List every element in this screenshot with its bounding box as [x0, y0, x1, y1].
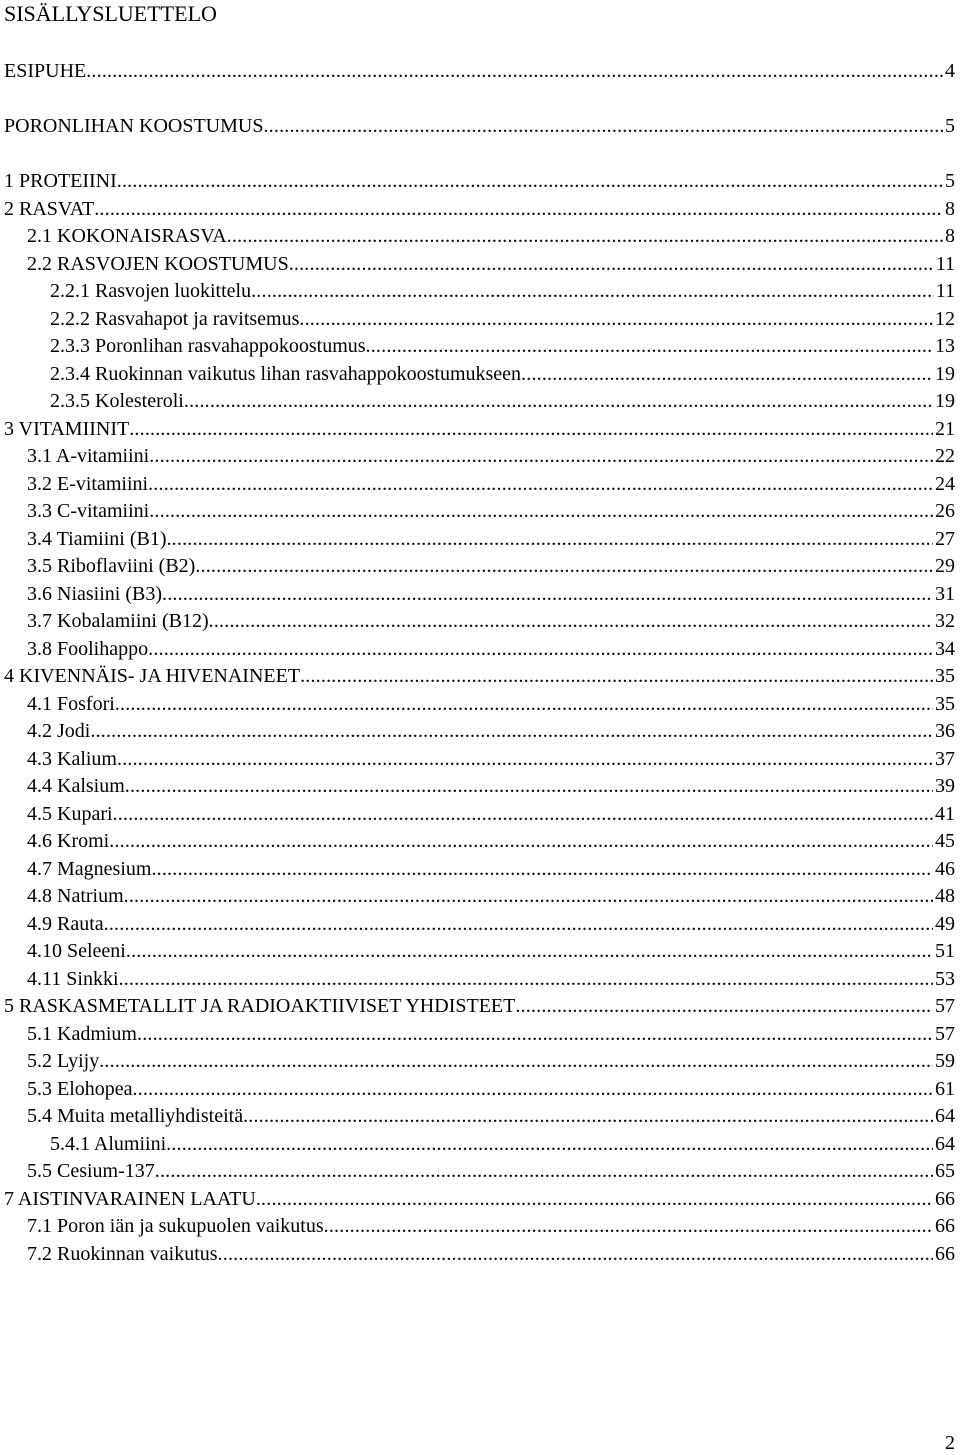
toc-dot-leader	[289, 252, 934, 276]
toc-dot-leader	[109, 829, 933, 853]
toc-entry	[27, 496, 955, 523]
toc-entry-page: 13	[935, 335, 955, 357]
toc-entry-title: 2 RASVAT	[4, 198, 95, 220]
toc-dot-leader	[99, 1049, 933, 1073]
toc-entry	[27, 1019, 955, 1046]
toc-dot-leader	[148, 472, 933, 496]
toc-entry-title: 4.7 Magnesium	[27, 858, 152, 880]
toc-dot-leader	[149, 444, 933, 468]
toc-entry-page: 64	[935, 1105, 955, 1127]
toc-entry-page: 11	[935, 253, 955, 275]
toc-dot-leader	[113, 802, 933, 826]
toc-entry	[27, 579, 955, 606]
toc-entry-title: 4.2 Jodi	[27, 720, 91, 742]
toc-entry-title: 2.2.1 Rasvojen luokittelu	[50, 280, 252, 302]
toc-entry-title: 2.1 KOKONAISRASVA	[27, 225, 227, 247]
toc-entry-page: 8	[945, 225, 955, 247]
toc-entry-page: 41	[935, 803, 955, 825]
toc-entry-page: 57	[935, 995, 955, 1017]
toc-entry	[4, 166, 955, 193]
toc-entry-title: 3.1 A-vitamiini	[27, 445, 150, 467]
toc-entry	[27, 1211, 955, 1238]
toc-dot-leader	[184, 389, 933, 413]
toc-entry	[27, 606, 955, 633]
toc-entry-page: 66	[935, 1215, 955, 1237]
toc-entry-page: 21	[935, 418, 955, 440]
toc-dot-leader	[126, 939, 933, 963]
toc-entry	[27, 1046, 955, 1073]
toc-entry-page: 22	[935, 445, 955, 467]
toc-dot-leader	[133, 1077, 933, 1101]
toc-entry-title: 1 PROTEIINI	[4, 170, 117, 192]
toc-entry-title: 3.5 Riboflaviini (B2)	[27, 555, 196, 577]
toc-entry	[50, 386, 955, 413]
toc-dot-leader	[209, 609, 933, 633]
toc-dot-leader	[86, 59, 943, 83]
toc-dot-leader	[149, 499, 933, 523]
toc-dot-leader	[117, 169, 943, 193]
toc-entry-title: 4.6 Kromi	[27, 830, 110, 852]
toc-entry-page: 46	[935, 858, 955, 880]
toc-entry-page: 36	[935, 720, 955, 742]
toc-entry-page: 57	[935, 1023, 955, 1045]
toc-heading: SISÄLLYSLUETTELO	[4, 1, 217, 26]
toc-dot-leader	[124, 884, 933, 908]
toc-entry-title: 5.5 Cesium-137	[27, 1160, 155, 1182]
toc-entry-page: 61	[935, 1078, 955, 1100]
toc-dot-leader	[243, 1104, 933, 1128]
toc-entry	[27, 634, 955, 661]
toc-entry-page: 35	[935, 693, 955, 715]
toc-entry-title: ESIPUHE	[4, 60, 87, 82]
toc-entry-title: 4.11 Sinkki	[27, 968, 119, 990]
toc-entry-title: 3.8 Foolihappo	[27, 638, 149, 660]
toc-entry-title: 4.4 Kalsium	[27, 775, 125, 797]
toc-entry-title: 4.3 Kalium	[27, 748, 117, 770]
toc-dot-leader	[125, 774, 933, 798]
toc-dot-leader	[218, 1242, 933, 1266]
toc-entry	[27, 689, 955, 716]
toc-dot-leader	[129, 417, 933, 441]
toc-entry-page: 39	[935, 775, 955, 797]
toc-entry-title: PORONLIHAN KOOSTUMUS	[4, 115, 264, 137]
toc-entry-title: 4.9 Rauta	[27, 913, 104, 935]
toc-entry-page: 11	[935, 280, 955, 302]
toc-dot-leader	[521, 362, 933, 386]
toc-dot-leader	[94, 197, 943, 221]
toc-entry	[27, 771, 955, 798]
toc-entry	[4, 661, 955, 688]
toc-entry-page: 19	[935, 390, 955, 412]
toc-entry	[27, 469, 955, 496]
toc-entry	[4, 414, 955, 441]
toc-entry-title: 2.2 RASVOJEN KOOSTUMUS	[27, 253, 289, 275]
toc-entry-title: 5.3 Elohopea	[27, 1078, 133, 1100]
toc-entry-page: 19	[935, 363, 955, 385]
toc-entry	[27, 881, 955, 908]
toc-entry	[27, 936, 955, 963]
toc-entry-page: 64	[935, 1133, 955, 1155]
toc-entry-title: 5.1 Kadmium	[27, 1023, 137, 1045]
toc-dot-leader	[119, 967, 934, 991]
toc-entry	[4, 111, 955, 138]
toc-entry	[27, 551, 955, 578]
toc-entry-page: 35	[935, 665, 955, 687]
toc-entry-page: 37	[935, 748, 955, 770]
toc-entry-title: 3.2 E-vitamiini	[27, 473, 149, 495]
toc-entry-title: 3.4 Tiamiini (B1)	[27, 528, 167, 550]
toc-entry-title: 7.1 Poron iän ja sukupuolen vaikutus	[27, 1215, 324, 1237]
toc-entry-page: 32	[935, 610, 955, 632]
toc-entry-page: 8	[945, 198, 955, 220]
toc-dot-leader	[104, 912, 933, 936]
toc-entry-title: 3.3 C-vitamiini	[27, 500, 150, 522]
toc-entry-title: 4.1 Fosfori	[27, 693, 115, 715]
toc-entry-title: 3.7 Kobalamiini (B12)	[27, 610, 209, 632]
toc-entry-page: 4	[945, 60, 955, 82]
toc-entry	[27, 909, 955, 936]
toc-dot-leader	[90, 719, 933, 743]
toc-entry	[50, 276, 955, 303]
toc-dot-leader	[115, 692, 933, 716]
toc-entry-page: 29	[935, 555, 955, 577]
toc-entry	[4, 194, 955, 221]
toc-entry-title: 2.3.3 Poronlihan rasvahappokoostumus	[50, 335, 366, 357]
toc-entry-page: 34	[935, 638, 955, 660]
toc-entry-page: 65	[935, 1160, 955, 1182]
toc-entry-title: 4 KIVENNÄIS- JA HIVENAINEET	[4, 665, 301, 687]
toc-entry-title: 2.3.5 Kolesteroli	[50, 390, 184, 412]
toc-entry-page: 53	[935, 968, 955, 990]
toc-dot-leader	[117, 747, 933, 771]
toc-entry	[4, 56, 955, 83]
toc-dot-leader	[251, 279, 934, 303]
toc-entry-page: 45	[935, 830, 955, 852]
toc-entry	[27, 524, 955, 551]
toc-entry-title: 5.4 Muita metalliyhdisteitä	[27, 1105, 244, 1127]
toc-dot-leader	[166, 1132, 933, 1156]
toc-entry	[27, 1239, 955, 1266]
toc-entry	[27, 716, 955, 743]
toc-entry-title: 3 VITAMIINIT	[4, 418, 130, 440]
toc-entry-title: 5.2 Lyijy	[27, 1050, 100, 1072]
toc-dot-leader	[162, 582, 933, 606]
toc-entry-page: 48	[935, 885, 955, 907]
toc-entry	[27, 854, 955, 881]
toc-dot-leader	[227, 224, 943, 248]
toc-entry	[27, 1074, 955, 1101]
toc-entry-page: 66	[935, 1243, 955, 1265]
toc-dot-leader	[300, 664, 933, 688]
toc-entry	[27, 1156, 955, 1183]
toc-entry-page: 27	[935, 528, 955, 550]
toc-entry	[27, 964, 955, 991]
toc-entry	[4, 991, 955, 1018]
page-number: 2	[945, 1432, 955, 1454]
toc-entry-title: 7 AISTINVARAINEN LAATU	[4, 1188, 256, 1210]
toc-entry-title: 4.10 Seleeni	[27, 940, 126, 962]
toc-entry	[50, 1129, 955, 1156]
toc-entry-title: 7.2 Ruokinnan vaikutus	[27, 1243, 218, 1265]
toc-entry-page: 5	[945, 170, 955, 192]
toc-entry-title: 2.3.4 Ruokinnan vaikutus lihan rasvahappokoostumukseen	[50, 363, 522, 385]
toc-entry	[27, 826, 955, 853]
toc-entry-page: 26	[935, 500, 955, 522]
toc-entry	[50, 304, 955, 331]
toc-entry-page: 66	[935, 1188, 955, 1210]
toc-entry	[50, 331, 955, 358]
toc-entry	[27, 441, 955, 468]
toc-dot-leader	[155, 1159, 933, 1183]
toc-entry-title: 3.6 Niasiini (B3)	[27, 583, 162, 605]
toc-entry	[4, 1184, 955, 1211]
toc-entry	[27, 744, 955, 771]
toc-entry-page: 24	[935, 473, 955, 495]
toc-dot-leader	[256, 1187, 933, 1211]
toc-entry	[27, 1101, 955, 1128]
toc-dot-leader	[515, 994, 933, 1018]
toc-dot-leader	[299, 307, 933, 331]
toc-entry-title: 5.4.1 Alumiini	[50, 1133, 167, 1155]
toc-entry-page: 5	[945, 115, 955, 137]
toc-dot-leader	[166, 527, 933, 551]
toc-dot-leader	[324, 1214, 933, 1238]
toc-entry-page: 31	[935, 583, 955, 605]
toc-entry-title: 4.8 Natrium	[27, 885, 124, 907]
toc-entry-page: 49	[935, 913, 955, 935]
toc-entry-page: 59	[935, 1050, 955, 1072]
toc-dot-leader	[148, 637, 933, 661]
toc-dot-leader	[151, 857, 933, 881]
toc-entry-page: 12	[935, 308, 955, 330]
toc-entry	[50, 359, 955, 386]
toc-entry	[27, 249, 955, 276]
toc-entry	[27, 221, 955, 248]
toc-entry	[27, 799, 955, 826]
toc-entry-page: 51	[935, 940, 955, 962]
toc-entry-title: 4.5 Kupari	[27, 803, 113, 825]
toc-dot-leader	[263, 114, 943, 138]
toc-entry-title: 5 RASKASMETALLIT JA RADIOAKTIIVISET YHDISTEET	[4, 995, 516, 1017]
toc-dot-leader	[137, 1022, 933, 1046]
toc-dot-leader	[366, 334, 933, 358]
toc-dot-leader	[195, 554, 933, 578]
toc-entry-title: 2.2.2 Rasvahapot ja ravitsemus	[50, 308, 300, 330]
